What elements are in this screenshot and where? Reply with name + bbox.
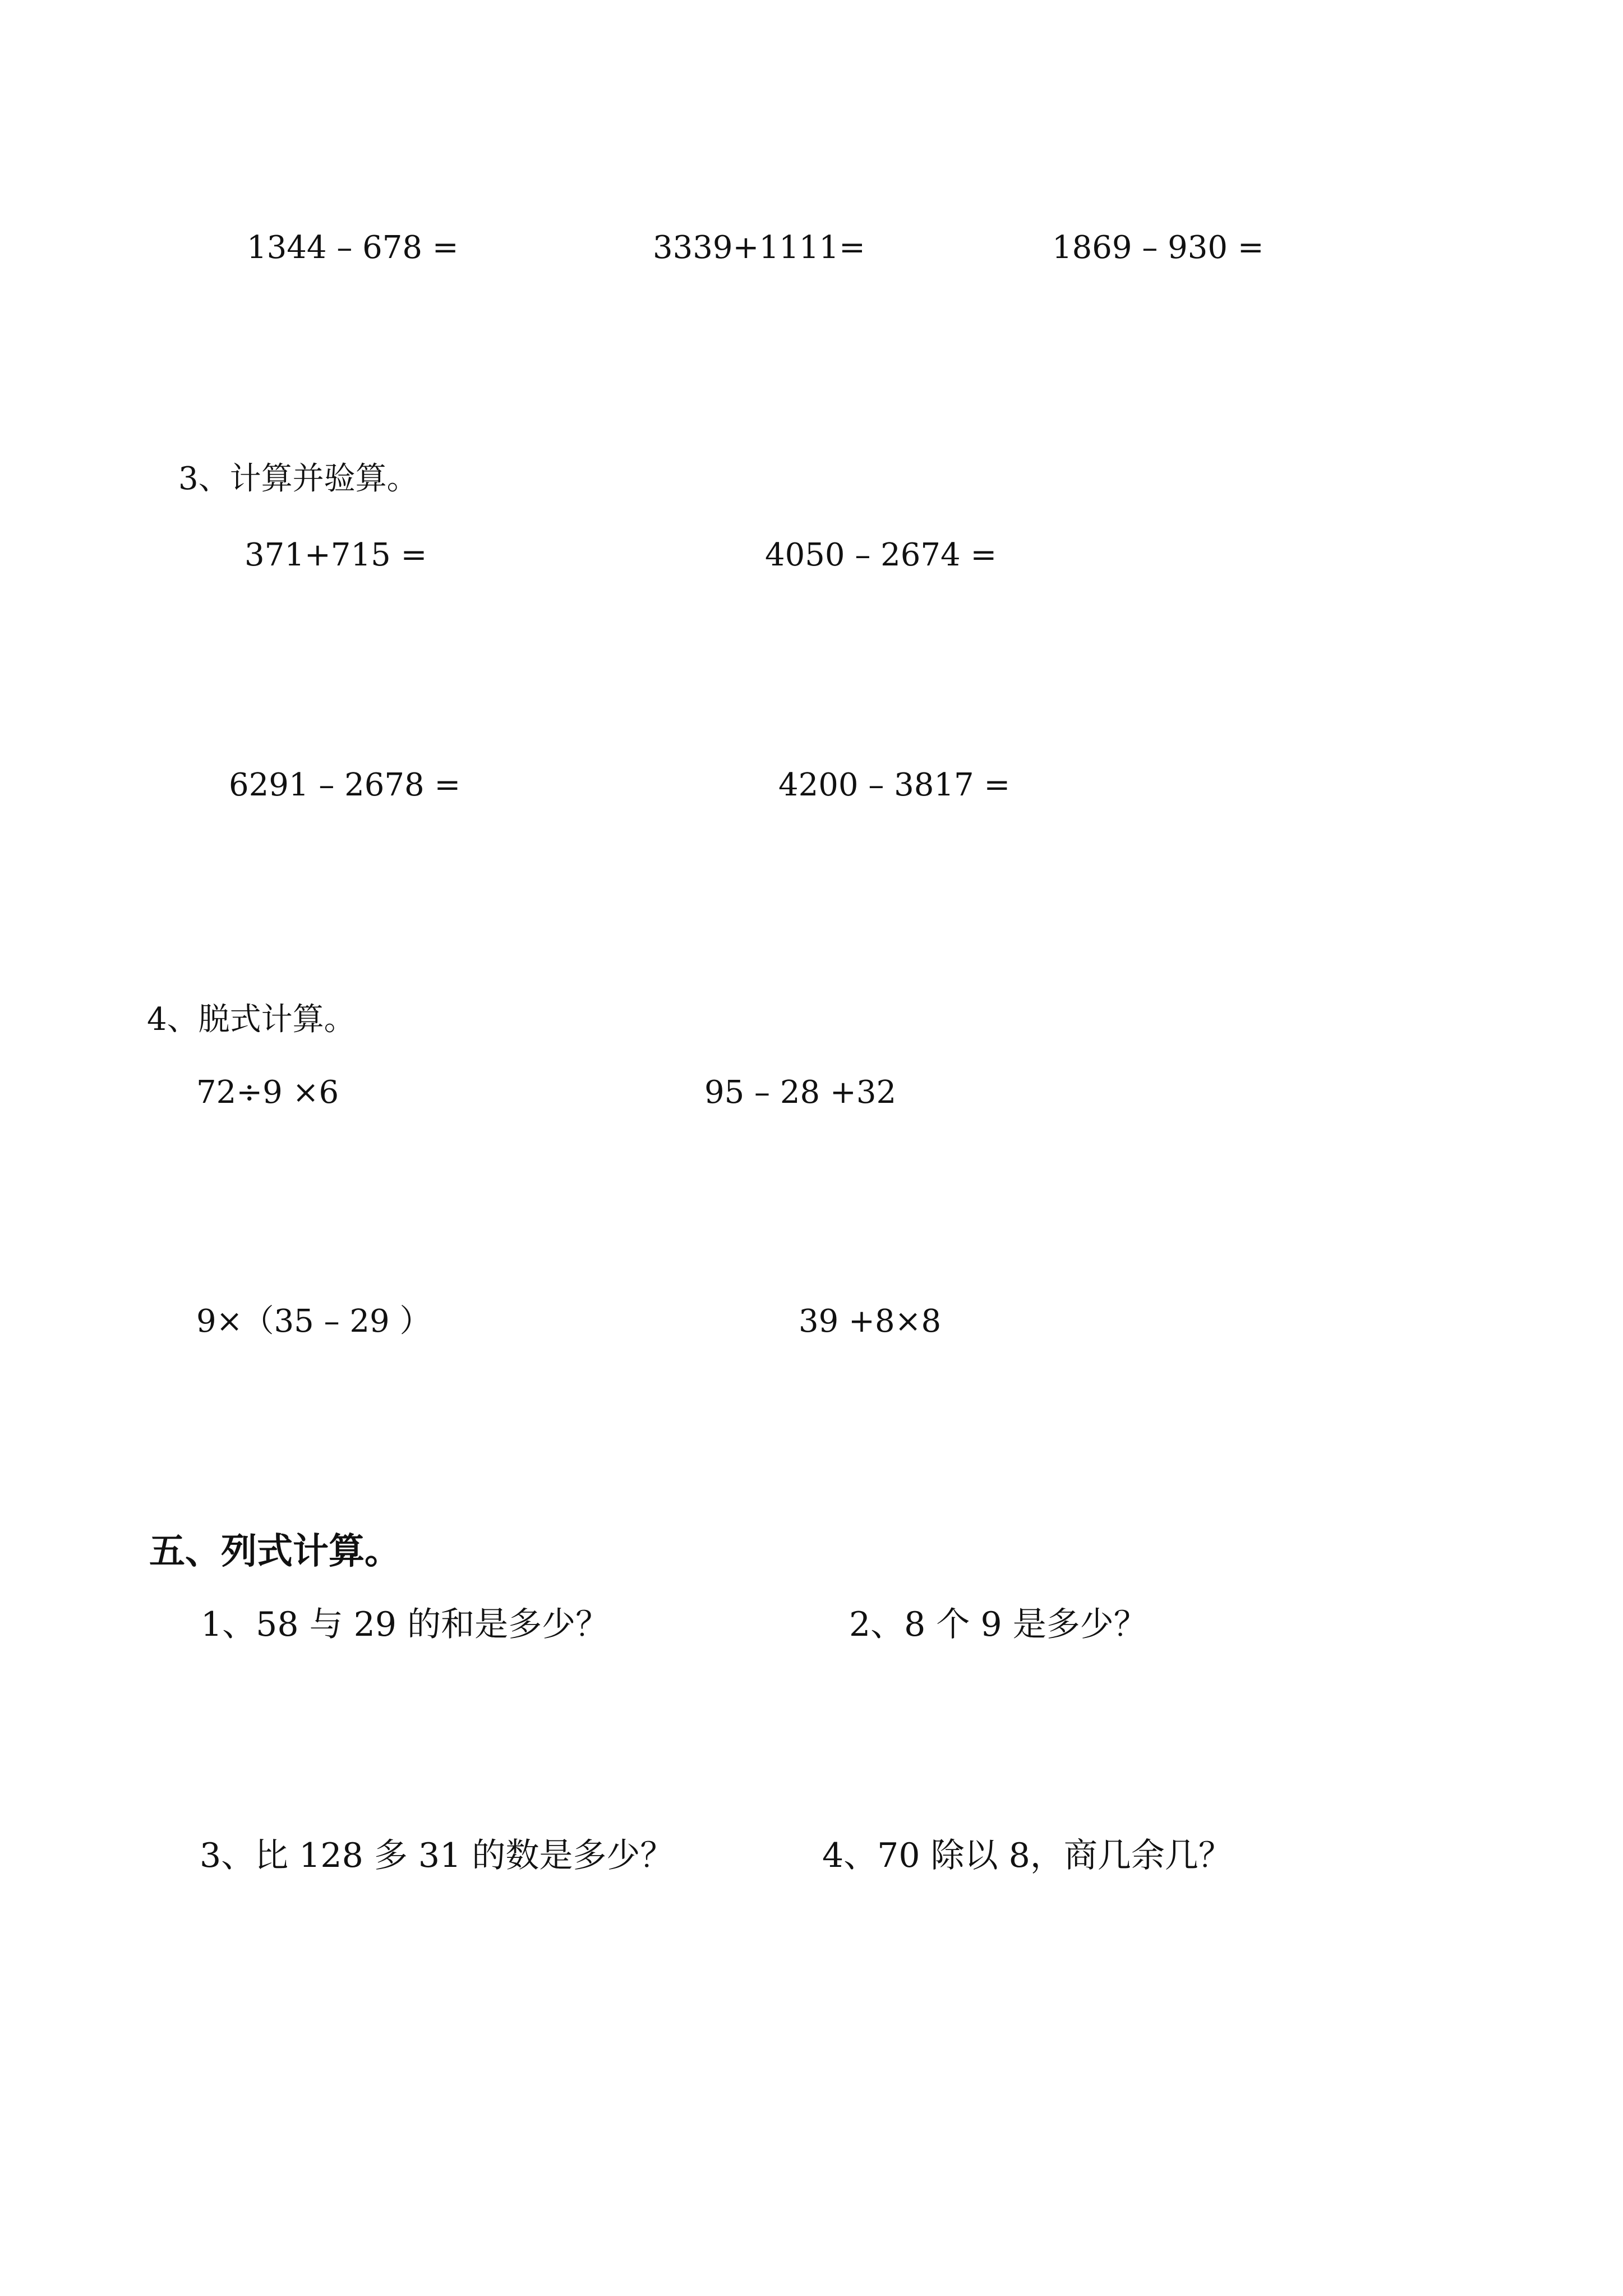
equation-4050-minus-2674: 4050 – 2674 = [765, 537, 997, 573]
part-4-heading: 4、脱式计算。 [147, 1001, 356, 1038]
expression-72-div-9-times-6: 72÷9 ×6 [196, 1074, 339, 1111]
equation-1869-minus-930: 1869 – 930 = [1052, 229, 1264, 266]
equation-6291-minus-2678: 6291 – 2678 = [229, 767, 461, 803]
equation-1344-minus-678: 1344 – 678 = [247, 229, 459, 266]
question-1: 1、58 与 29 的和是多少？ [201, 1605, 610, 1644]
expression-9-times-35-minus-29: 9×（35 – 29 ） [196, 1303, 431, 1340]
question-3: 3、比 128 多 31 的数是多少？ [200, 1836, 674, 1875]
equation-4200-minus-3817: 4200 – 3817 = [778, 767, 1011, 803]
section-5-heading: 五、列式计算。 [149, 1530, 400, 1572]
equation-371-plus-715: 371+715 = [245, 537, 427, 573]
part-3-heading: 3、计算并验算。 [178, 461, 418, 497]
question-2: 2、8 个 9 是多少？ [849, 1605, 1147, 1644]
expression-95-minus-28-plus-32: 95 – 28 +32 [704, 1074, 897, 1111]
equation-3339-plus-1111: 3339+1111= [653, 229, 865, 266]
expression-39-plus-8-times-8: 39 +8×8 [799, 1303, 942, 1340]
question-4: 4、70 除以 8，商几余几？ [822, 1836, 1232, 1875]
